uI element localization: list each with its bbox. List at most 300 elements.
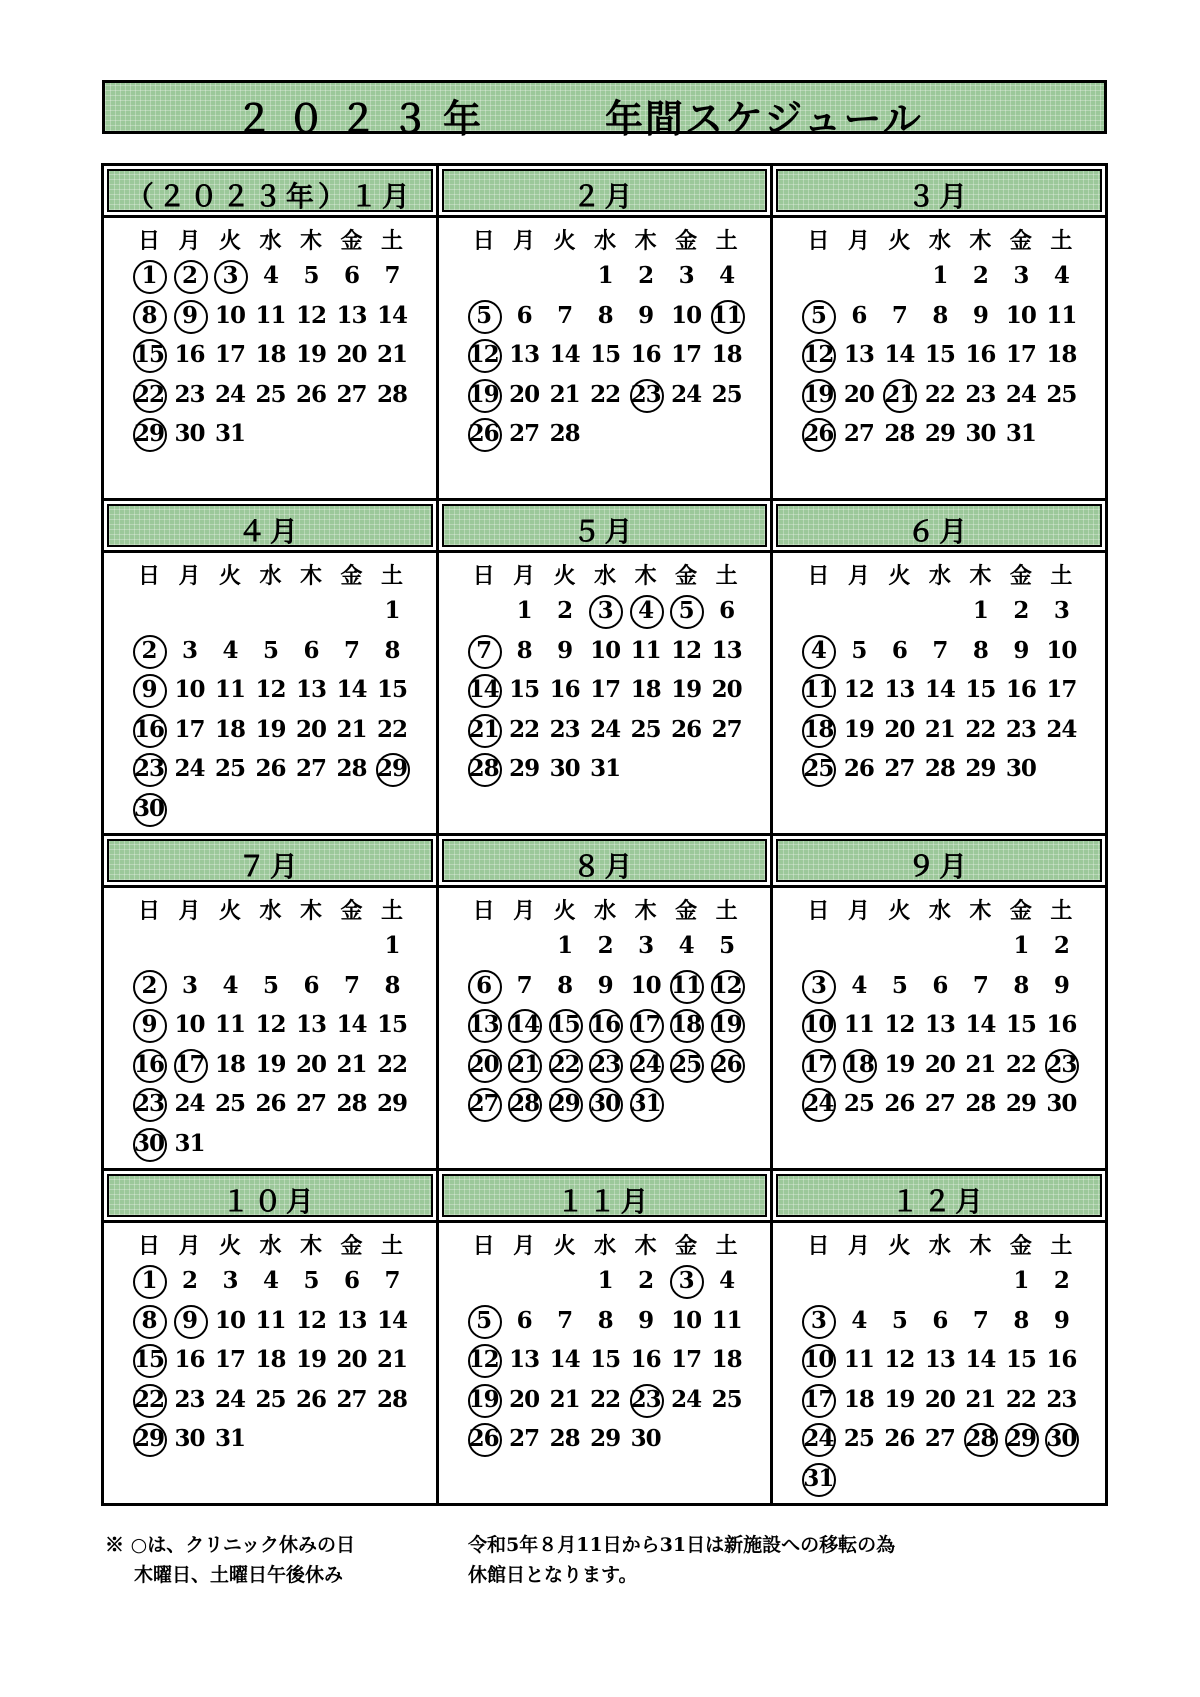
date: 8 [384,971,400,999]
date: 7 [384,262,400,289]
date: 13 [509,1346,540,1373]
date: 30 [174,420,205,447]
date: 26 [295,380,326,408]
weekday-label: 木 [969,1233,992,1259]
weekday-label: 月 [513,1233,536,1259]
date-grid [464,258,748,498]
date-closed: 25 [798,751,838,787]
date: 8 [1013,1306,1029,1334]
date-closed: 29 [545,1086,585,1122]
date: 2 [638,262,654,289]
title-text: 年間スケジュール [605,96,923,141]
month-label: ９月 [907,850,972,883]
date: 22 [590,1385,621,1413]
date: 10 [214,301,245,329]
weekday-label: 金 [675,1233,698,1259]
weekday-label: 火 [888,1233,911,1259]
date: 10 [1005,301,1036,329]
weekday-label: 火 [218,563,241,589]
date: 9 [1013,636,1029,664]
date: 26 [255,755,286,782]
date: 4 [851,971,867,999]
weekday-label: 水 [594,228,617,254]
date: 14 [376,301,407,329]
weekday-label: 土 [1050,228,1073,254]
date-closed: 21 [879,377,919,413]
month-header [104,166,436,218]
date: 30 [1005,755,1036,782]
date: 16 [1005,676,1036,703]
date: 25 [255,380,286,408]
date: 29 [924,420,955,447]
date: 5 [303,1267,319,1294]
date-closed: 12 [707,968,747,1004]
date: 3 [222,1267,238,1294]
date: 12 [295,1306,326,1334]
date-closed: 16 [129,1047,169,1083]
date-closed: 22 [129,1382,169,1418]
date-closed: 26 [464,1421,504,1457]
month-header [439,501,771,553]
weekday-label: 木 [299,1233,322,1259]
date: 2 [597,932,613,959]
date: 16 [630,1346,661,1373]
date: 27 [509,1425,540,1452]
date: 5 [303,262,319,289]
date: 25 [711,380,742,408]
date: 11 [711,1306,742,1334]
date-closed: 23 [129,751,169,787]
month-panel [104,166,436,498]
date: 24 [174,755,205,782]
month-panel [436,501,771,833]
date: 23 [174,380,205,408]
weekday-header [464,894,748,924]
weekday-label: 土 [715,228,738,254]
date-closed: 29 [372,751,412,787]
date-closed: 5 [464,298,504,334]
date: 19 [671,676,702,703]
date: 9 [638,301,654,329]
weekday-label: 木 [634,1233,657,1259]
date: 18 [214,1050,245,1078]
date-closed: 11 [666,968,706,1004]
weekday-label: 日 [472,228,495,254]
date-closed: 31 [798,1461,838,1497]
month-panel [436,1171,771,1503]
weekday-label: 日 [472,563,495,589]
date: 6 [932,1306,948,1334]
weekday-label: 金 [675,228,698,254]
month-header [104,1171,436,1223]
date-closed: 26 [798,416,838,452]
date-closed: 9 [170,1303,210,1339]
date: 13 [509,341,540,368]
date: 27 [295,1090,326,1117]
month-panel [770,1171,1105,1503]
date: 19 [255,715,286,743]
date-closed: 19 [798,377,838,413]
date-closed: 14 [504,1007,544,1043]
date: 25 [1046,380,1077,408]
weekday-label: 金 [340,563,363,589]
date: 22 [1005,1050,1036,1078]
date: 4 [719,262,735,289]
date: 9 [638,1306,654,1334]
weekday-label: 日 [807,1233,830,1259]
date: 22 [1005,1385,1036,1413]
weekday-label: 土 [1050,563,1073,589]
weekday-label: 月 [513,228,536,254]
date-closed: 1 [129,258,169,294]
date-closed: 9 [129,672,169,708]
date: 10 [1046,636,1077,664]
weekday-label: 火 [888,228,911,254]
date: 25 [255,1385,286,1413]
date-closed: 14 [464,672,504,708]
date: 19 [255,1050,286,1078]
date: 9 [597,971,613,999]
date: 18 [843,1385,874,1413]
weekday-header [464,559,748,589]
weekday-label: 木 [634,563,657,589]
month-header [104,836,436,888]
weekday-label: 月 [178,1233,201,1259]
date: 20 [924,1050,955,1078]
weekday-label: 土 [1050,1233,1073,1259]
weekday-label: 水 [928,898,951,924]
date: 25 [630,715,661,743]
date: 21 [376,1346,407,1373]
date: 28 [376,1385,407,1413]
date-grid [464,593,748,833]
month-label: ５月 [572,515,637,548]
month-panel [104,1171,436,1503]
weekday-header [798,894,1082,924]
date: 27 [924,1090,955,1117]
weekday-label: 火 [218,898,241,924]
weekday-header [798,224,1082,254]
date-closed: 3 [585,593,625,629]
month-label: ４月 [237,515,302,548]
date-closed: 29 [129,1421,169,1457]
date: 8 [557,971,573,999]
weekday-label: 日 [807,563,830,589]
date-closed: 2 [170,258,210,294]
date: 29 [590,1425,621,1452]
calendar-row [104,166,1105,498]
date: 5 [891,971,907,999]
date: 20 [711,676,742,703]
date-closed: 12 [464,337,504,373]
date: 12 [884,1011,915,1038]
weekday-label: 日 [137,1233,160,1259]
date-grid [129,258,413,498]
date: 7 [557,1306,573,1334]
date: 26 [295,1385,326,1413]
weekday-label: 火 [888,563,911,589]
date: 27 [295,755,326,782]
weekday-label: 月 [178,898,201,924]
date: 11 [843,1346,874,1373]
date: 21 [376,341,407,368]
date-closed: 4 [626,593,666,629]
date: 26 [671,715,702,743]
date: 16 [965,341,996,368]
weekday-label: 土 [380,1233,403,1259]
date: 13 [295,1011,326,1038]
date: 13 [336,1306,367,1334]
date: 6 [891,636,907,664]
weekday-label: 金 [340,228,363,254]
date-grid [464,1263,748,1503]
date-closed: 3 [798,968,838,1004]
date: 16 [174,1346,205,1373]
date: 6 [932,971,948,999]
date: 13 [843,341,874,368]
date: 17 [214,1346,245,1373]
date: 31 [214,1425,245,1452]
weekday-label: 日 [807,898,830,924]
weekday-label: 水 [928,228,951,254]
weekday-header [798,1229,1082,1259]
date-closed: 26 [707,1047,747,1083]
month-label: １２月 [891,1185,988,1218]
date-closed: 9 [170,298,210,334]
date: 14 [965,1011,996,1038]
date-closed: 19 [464,377,504,413]
date: 10 [630,971,661,999]
weekday-label: 金 [675,563,698,589]
date: 4 [222,636,238,664]
date: 20 [336,341,367,368]
month-label: ２月 [572,180,637,213]
weekday-label: 水 [259,563,282,589]
date-closed: 23 [626,1382,666,1418]
date: 20 [509,1385,540,1413]
legend-note-1: ※ ○は、クリニック休みの日 [105,1534,356,1556]
date: 7 [557,301,573,329]
date-closed: 21 [504,1047,544,1083]
date: 15 [1005,1011,1036,1038]
date: 11 [255,1306,286,1334]
month-header [773,501,1105,553]
weekday-label: 金 [675,898,698,924]
date: 12 [843,676,874,703]
date-closed: 27 [464,1086,504,1122]
date: 20 [509,380,540,408]
date: 28 [336,1090,367,1117]
date: 27 [711,715,742,743]
weekday-label: 木 [969,563,992,589]
date: 27 [884,755,915,782]
date: 13 [924,1346,955,1373]
date: 16 [1046,1011,1077,1038]
date: 4 [1053,262,1069,289]
weekday-label: 火 [888,898,911,924]
date: 15 [376,676,407,703]
date: 7 [972,1306,988,1334]
date: 12 [671,636,702,664]
date-closed: 17 [626,1007,666,1043]
date-closed: 26 [464,416,504,452]
date-closed: 16 [585,1007,625,1043]
date: 29 [1005,1090,1036,1117]
date: 8 [597,301,613,329]
date: 15 [1005,1346,1036,1373]
date: 26 [255,1090,286,1117]
date: 4 [851,1306,867,1334]
date: 19 [843,715,874,743]
weekday-label: 月 [847,228,870,254]
date-closed: 29 [129,416,169,452]
date: 3 [1013,262,1029,289]
weekday-label: 日 [807,228,830,254]
date: 28 [376,380,407,408]
date: 10 [671,1306,702,1334]
date: 20 [336,1346,367,1373]
date-closed: 13 [464,1007,504,1043]
month-label: １１月 [556,1185,653,1218]
date: 21 [924,715,955,743]
date-closed: 17 [170,1047,210,1083]
date-closed: 22 [129,377,169,413]
weekday-label: 木 [634,228,657,254]
date: 8 [972,636,988,664]
date-grid [798,258,1082,498]
date: 5 [851,636,867,664]
date: 22 [509,715,540,743]
date: 1 [597,262,613,289]
date-closed: 24 [626,1047,666,1083]
weekday-label: 水 [259,898,282,924]
date-closed: 6 [464,968,504,1004]
date-closed: 15 [545,1007,585,1043]
date: 29 [965,755,996,782]
date-closed: 7 [464,633,504,669]
weekday-label: 水 [259,228,282,254]
date: 19 [295,341,326,368]
month-label: ３月 [907,180,972,213]
date-closed: 21 [464,712,504,748]
date: 31 [214,420,245,447]
date: 17 [174,715,205,743]
date-closed: 31 [626,1086,666,1122]
date-closed: 30 [129,1126,169,1162]
weekday-header [464,224,748,254]
date: 30 [630,1425,661,1452]
date: 19 [295,1346,326,1373]
weekday-label: 木 [969,228,992,254]
weekday-header [464,1229,748,1259]
date: 23 [549,715,580,743]
calendar-row [104,833,1105,1168]
weekday-label: 木 [299,898,322,924]
weekday-label: 木 [299,563,322,589]
date: 15 [590,341,621,368]
weekday-label: 日 [472,898,495,924]
date: 22 [590,380,621,408]
date: 1 [972,597,988,624]
date-closed: 23 [129,1086,169,1122]
date: 17 [671,1346,702,1373]
date: 24 [174,1090,205,1117]
weekday-label: 木 [634,898,657,924]
date-closed: 23 [626,377,666,413]
date: 14 [336,676,367,703]
date: 1 [557,932,573,959]
date: 12 [255,676,286,703]
weekday-label: 火 [553,898,576,924]
weekday-header [129,894,413,924]
date: 24 [671,1385,702,1413]
weekday-label: 月 [178,563,201,589]
date-closed: 24 [798,1086,838,1122]
date: 24 [1005,380,1036,408]
date: 27 [843,420,874,447]
weekday-label: 土 [380,228,403,254]
weekday-label: 水 [259,1233,282,1259]
date: 13 [711,636,742,664]
date: 18 [1046,341,1077,368]
date: 22 [965,715,996,743]
weekday-header [129,1229,413,1259]
weekday-label: 土 [715,1233,738,1259]
date-grid [798,593,1082,833]
date: 7 [343,636,359,664]
date-closed: 18 [839,1047,879,1083]
weekday-label: 日 [137,898,160,924]
date: 22 [376,1050,407,1078]
date: 27 [336,380,367,408]
weekday-header [129,224,413,254]
weekday-label: 金 [1009,228,1032,254]
date: 11 [1046,301,1077,329]
date: 8 [597,1306,613,1334]
month-header [439,836,771,888]
date-closed: 5 [464,1303,504,1339]
date: 3 [1053,597,1069,624]
date: 17 [214,341,245,368]
relocation-note-2: 休館日となります。 [468,1564,638,1586]
date: 25 [214,755,245,782]
date: 25 [711,1385,742,1413]
date: 13 [884,676,915,703]
date: 2 [181,1267,197,1294]
date: 29 [509,755,540,782]
weekday-label: 水 [594,898,617,924]
month-label: １０月 [221,1185,318,1218]
weekday-label: 金 [340,898,363,924]
date: 23 [1046,1385,1077,1413]
month-label: ７月 [237,850,302,883]
date: 23 [174,1385,205,1413]
date: 11 [843,1011,874,1038]
date-closed: 2 [129,968,169,1004]
date: 5 [262,636,278,664]
date: 26 [884,1090,915,1117]
date: 23 [1005,715,1036,743]
date: 29 [376,1090,407,1117]
weekday-header [129,559,413,589]
date: 30 [1046,1090,1077,1117]
date-closed: 25 [666,1047,706,1083]
date: 21 [549,1385,580,1413]
weekday-label: 月 [847,1233,870,1259]
relocation-note-1: 令和5年８月11日から31日は新施設への移転の為 [468,1534,896,1556]
date: 4 [262,262,278,289]
date: 13 [336,301,367,329]
